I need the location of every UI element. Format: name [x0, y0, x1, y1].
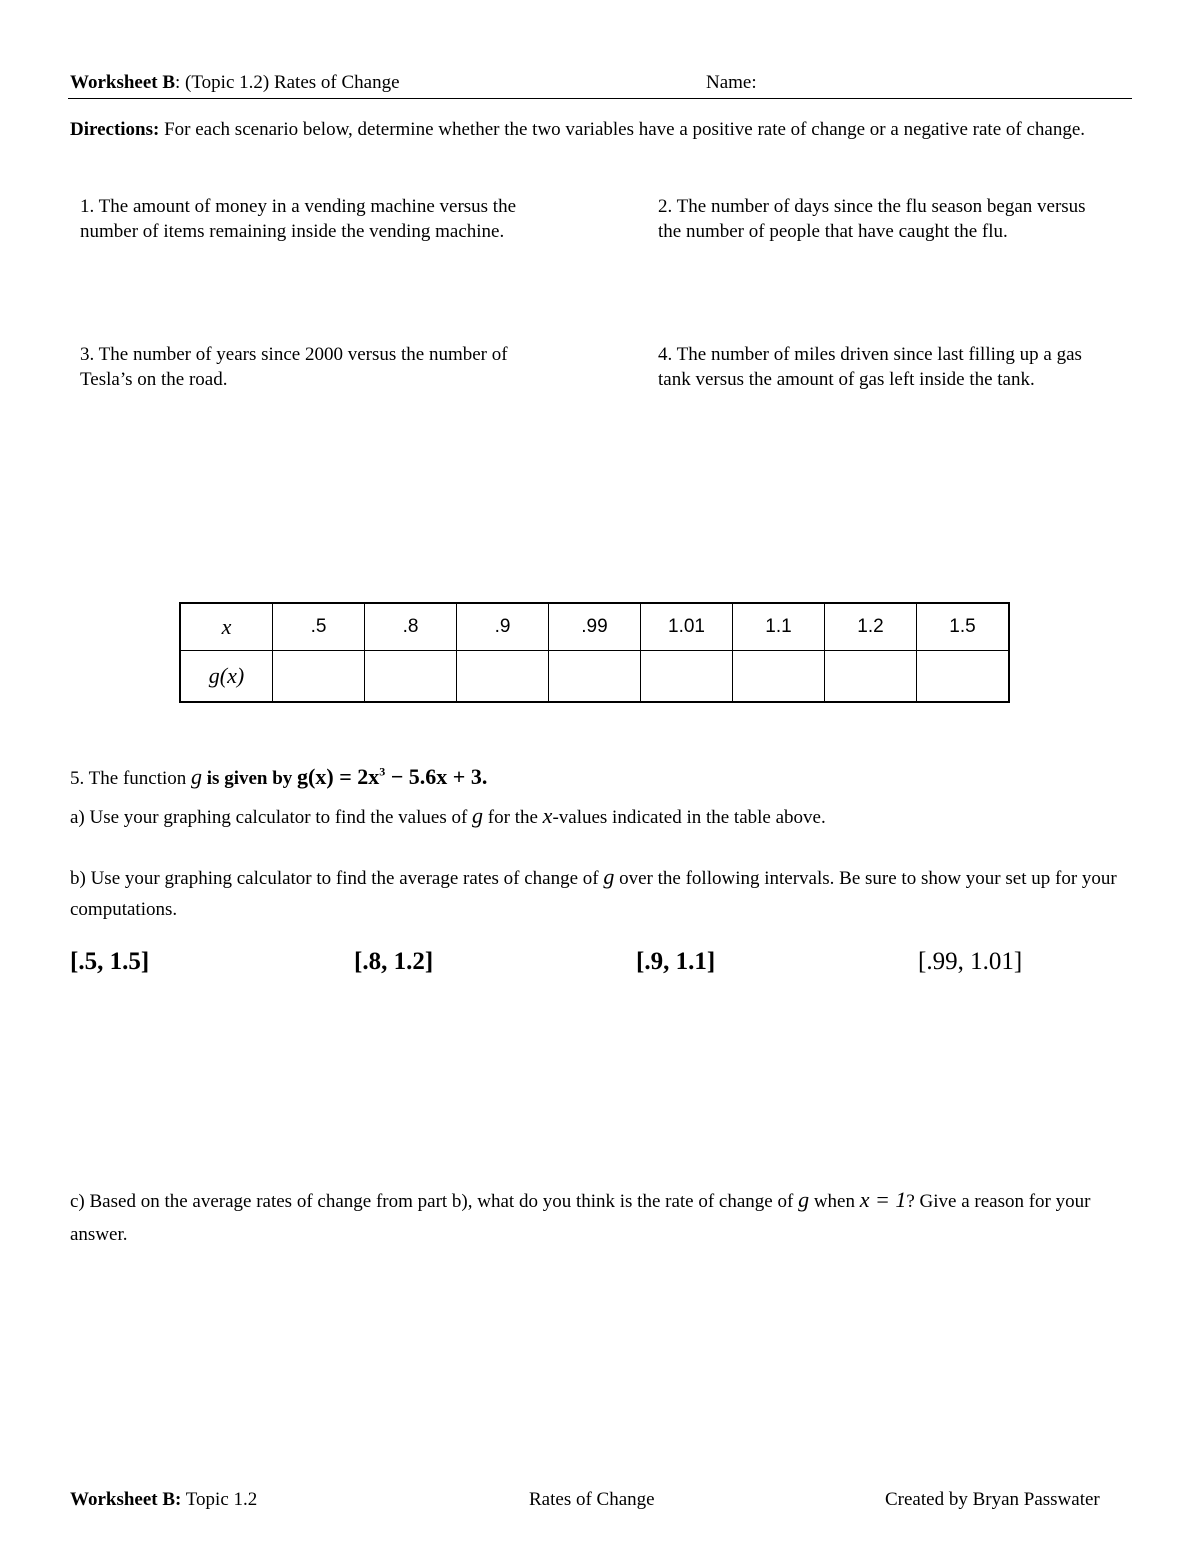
question-2: 2. The number of days since the flu season began versus the number of people that have caught the flu. — [658, 196, 1086, 242]
table-header-x: x — [180, 603, 273, 651]
question-1: 1. The amount of money in a vending machine versus the number of items remaining inside the vending machine. — [80, 196, 517, 242]
table-cell-x: 1.2 — [825, 603, 917, 651]
footer-worksheet: Worksheet B: Topic 1.2 — [70, 1489, 258, 1510]
question-3: 3. The number of years since 2000 versus the number of Tesla’s on the road. — [80, 344, 508, 390]
table-cell-x: 1.1 — [733, 603, 825, 651]
table-cell-x: 1.5 — [917, 603, 1010, 651]
worksheet-title — [70, 72, 400, 94]
table-cell-gx-blank[interactable] — [549, 651, 641, 703]
interval-3: [.9, 1.1] — [636, 948, 716, 975]
table-cell-gx-blank[interactable] — [365, 651, 457, 703]
table-cell-gx-blank[interactable] — [733, 651, 825, 703]
question-5-intro: 5. The function g is given by $g(x) = 2x^3 - 5.6x + 3$. — [70, 764, 488, 789]
table-row-gx — [180, 651, 1009, 703]
table-header-gx: g(x) — [180, 651, 273, 703]
directions-text: For each scenario below, determine whether the two variables have a positive rate of change or a negative rate of change. — [159, 119, 1086, 140]
part-b: b) Use your graphing calculator to find the average rates of change of g over the following intervals. Be sure to show your set up for your computations. — [70, 864, 1117, 920]
table-cell-gx-blank[interactable] — [825, 651, 917, 703]
part-a: a) Use your graphing calculator to find the values of g for the x-values indicated in the table above. — [70, 803, 826, 828]
values-table — [179, 602, 1010, 703]
directions-label: Directions: — [70, 119, 160, 140]
worksheet-label: Worksheet B — [70, 72, 176, 93]
footer-author: Created by Bryan Passwater — [885, 1489, 1100, 1510]
table-cell-x: .9 — [457, 603, 549, 651]
header-rule — [68, 98, 1132, 99]
worksheet-topic: : (Topic 1.2) Rates of Change — [175, 72, 400, 93]
table-cell-x: .8 — [365, 603, 457, 651]
function-definition: $g(x) = 2x^3 - 5.6x + 3$. — [297, 764, 488, 789]
table-cell-gx-blank[interactable] — [457, 651, 549, 703]
part-c: c) Based on the average rates of change from part b), what do you think is the rate of change of g when x = 1? Give a reason for your answer. — [70, 1187, 1091, 1245]
interval-1: [.5, 1.5] — [70, 948, 150, 975]
table-cell-x: .99 — [549, 603, 641, 651]
name-label: Name: — [706, 72, 757, 93]
footer-title: Rates of Change — [529, 1489, 655, 1510]
table-cell-x: 1.01 — [641, 603, 733, 651]
table-row-x — [180, 603, 1009, 651]
table-cell-gx-blank[interactable] — [641, 651, 733, 703]
question-4: 4. The number of miles driven since last filling up a gas tank versus the amount of gas left inside the tank. — [658, 344, 1082, 390]
table-cell-gx-blank[interactable] — [917, 651, 1010, 703]
table-cell-gx-blank[interactable] — [273, 651, 365, 703]
interval-4: [.99, 1.01] — [918, 948, 1023, 975]
table-cell-x: .5 — [273, 603, 365, 651]
directions — [70, 116, 1130, 143]
interval-2: [.8, 1.2] — [354, 948, 434, 975]
